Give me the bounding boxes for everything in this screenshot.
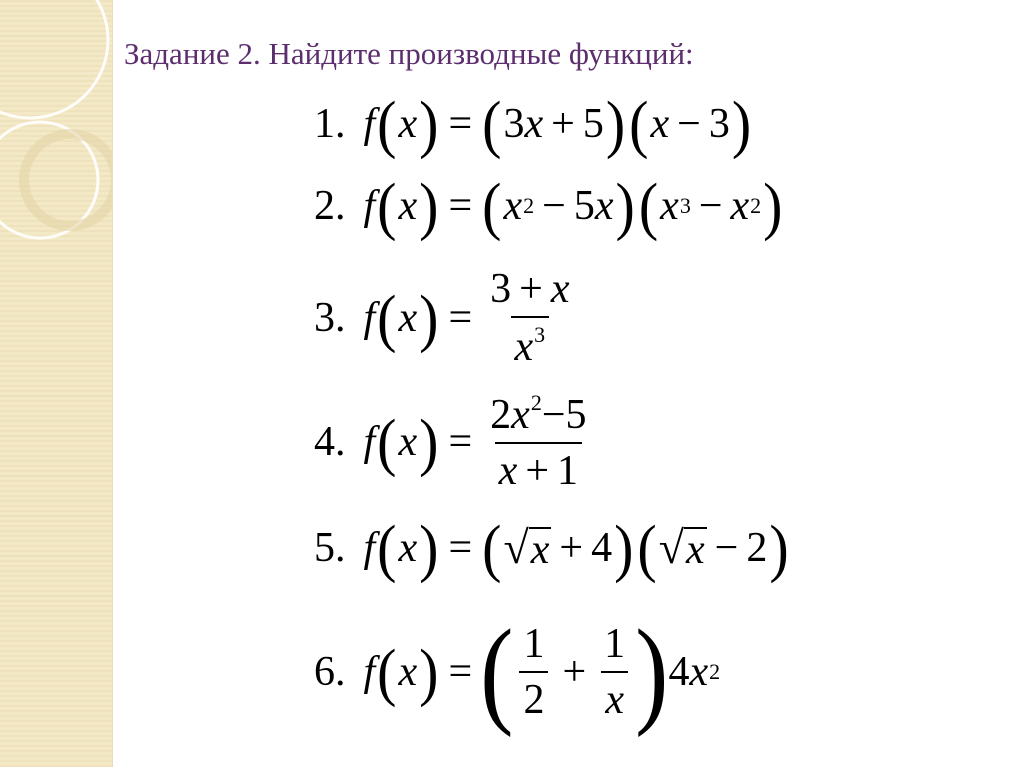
task-title: Задание 2. Найдите производные функций: [124, 36, 694, 71]
fraction: $\frac{3 + x}{x^3}$ [490, 266, 570, 370]
square-root: √ x [658, 522, 705, 574]
equation-3: 3. f ( x ) = $\frac{3 + x}{x^3}$ [314, 268, 580, 368]
item-number: 2. [314, 183, 346, 230]
item-number: 3. [314, 295, 346, 341]
equation-2: 2. f ( x ) = ( x 2 − 5 x ) ( x 3 − x 2 ) [314, 169, 783, 242]
decorative-rings [0, 0, 112, 767]
decorative-sidebar [0, 0, 113, 767]
fraction: $\frac{1}{x}$ [600, 623, 629, 721]
item-number: 4. [314, 419, 346, 465]
item-number: 6. [314, 649, 346, 695]
equation-1: 1. f ( x ) = ( 3 x + 5 ) ( x − 3 ) [314, 87, 752, 160]
function-f: f [363, 101, 376, 148]
square-root: √ x [503, 522, 550, 574]
item-number: 1. [314, 101, 346, 148]
fraction: $\frac{2x^2-5}{x + 1}$ [490, 390, 587, 494]
equation-4: 4. f ( x ) = $\frac{2x^2-5}{x + 1}$ [314, 392, 597, 492]
item-number: 5. [314, 525, 346, 572]
fraction: $\frac{1}{2}$ [519, 623, 548, 721]
equation-6: 6. f ( x ) = ( $\frac{1}{2}$ + $\frac{1}{x}$ ) 4 x 2 [314, 604, 721, 738]
equation-5: 5. f ( x ) = ( √ x + 4 ) ( √ x − 2 ) [314, 511, 789, 584]
